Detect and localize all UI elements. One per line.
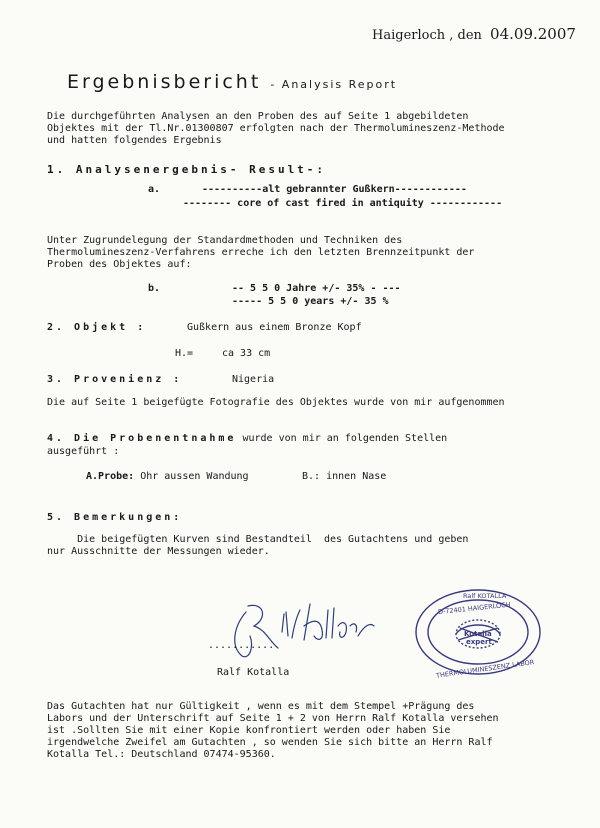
para-line: Unter Zugrundelegung der Standardmethoden und Techniken des	[47, 235, 403, 246]
sample-a-label: A.Probe:	[86, 471, 135, 482]
height-label: H.=	[175, 348, 194, 359]
notice-line: irgendwelche Zweifel am Gutachten , so wenden Sie sich bitte an Herrn Ralf	[47, 737, 493, 748]
lab-stamp	[408, 582, 548, 682]
section4-heading: 4. Die Probenentnahme	[47, 433, 237, 444]
intro-paragraph	[47, 111, 505, 147]
date-line	[372, 25, 576, 43]
section1-b-label: b.	[148, 283, 161, 294]
svg-text:THERMOLUMINESZENZ LABOR: THERMOLUMINESZENZ LABOR	[435, 658, 535, 680]
notice-line: Das Gutachten hat nur Gültigkeit , wenn es mit dem Stempel +Prägung des	[47, 701, 475, 712]
title-sub: - Analysis Report	[270, 78, 398, 91]
signature-dots: ...........	[208, 640, 275, 651]
intro-line: und hatten folgendes Ergebnis	[47, 135, 222, 146]
section1-a-label: a.	[148, 184, 161, 195]
section1-b-line2: ----- 5 5 0 years +/- 35 %	[232, 296, 389, 307]
svg-text:Kotalla: Kotalla	[464, 630, 492, 638]
notice-line: ist .Sollten Sie mit einer Kopie konfrontiert werden oder haben Sie	[47, 725, 451, 736]
section4-rest: wurde von mir an folgenden Stellen	[242, 433, 448, 444]
section2-heading: 2. Objekt :	[47, 322, 147, 333]
place-label: Haigerloch , den	[372, 28, 482, 43]
section3-value: Nigeria	[232, 374, 275, 385]
section1-b-line1: -- 5 5 0 Jahre +/- 35% - ---	[232, 283, 401, 294]
para-line: Proben des Objektes auf:	[47, 259, 192, 270]
sample-b-value: innen Nase	[326, 471, 387, 482]
report-title	[67, 71, 397, 93]
para-line: nur Ausschnitte der Messungen wieder.	[47, 546, 270, 557]
section1-paragraph	[47, 235, 474, 271]
sample-a	[86, 471, 249, 483]
sample-b	[302, 471, 386, 483]
notice-line: Kotalla Tel.: Deutschland 07474-95360.	[47, 749, 276, 760]
para-line: Die beigefügten Kurven sind Bestandteil des Gutachtens und geben	[47, 534, 469, 545]
section1-a-line1: ----------alt gebrannter Gußkern------------	[202, 184, 467, 195]
section1-heading: 1. Analysenergebnis- Result-:	[47, 163, 327, 176]
report-date: 04.09.2007	[490, 25, 576, 43]
section1-a-line2: -------- core of cast fired in antiquity ------------	[183, 198, 503, 209]
section4-line1	[47, 433, 447, 445]
sample-b-label: B.:	[302, 471, 321, 482]
para-line: Thermolumineszenz-Verfahrens erreche ich den letzten Brennzeitpunkt der	[47, 247, 475, 258]
intro-line: Objektes mit der Tl.Nr.01300807 erfolgten nach der Thermolumineszenz-Methode	[47, 123, 505, 134]
notice-line: Labors und der Unterschrift auf Seite 1 + 2 von Herrn Ralf Kotalla versehen	[47, 713, 499, 724]
svg-text:expert: expert	[466, 638, 492, 646]
section2-value: Gußkern aus einem Bronze Kopf	[187, 322, 362, 333]
svg-text:Ralf KOTALLA: Ralf KOTALLA	[463, 592, 507, 600]
section5-paragraph	[47, 534, 468, 558]
section3-heading: 3. Provenienz :	[47, 374, 183, 385]
signer-name: Ralf Kotalla	[217, 667, 290, 678]
section3-paragraph: Die auf Seite 1 beigefügte Fotografie des Objektes wurde von mir aufgenommen	[47, 397, 505, 408]
validity-notice	[47, 701, 499, 761]
height-value: ca 33 cm	[222, 348, 271, 359]
svg-text:D-72401 HAIGERLOCH: D-72401 HAIGERLOCH	[437, 600, 511, 617]
section4-line2: ausgeführt :	[47, 446, 120, 457]
title-main: Ergebnisbericht	[67, 71, 262, 93]
intro-line: Die durchgeführten Analysen an den Proben des auf Seite 1 abgebildeten	[47, 111, 469, 122]
section5-heading: 5. Bemerkungen:	[47, 512, 183, 523]
sample-a-value: Ohr aussen Wandung	[140, 471, 249, 482]
